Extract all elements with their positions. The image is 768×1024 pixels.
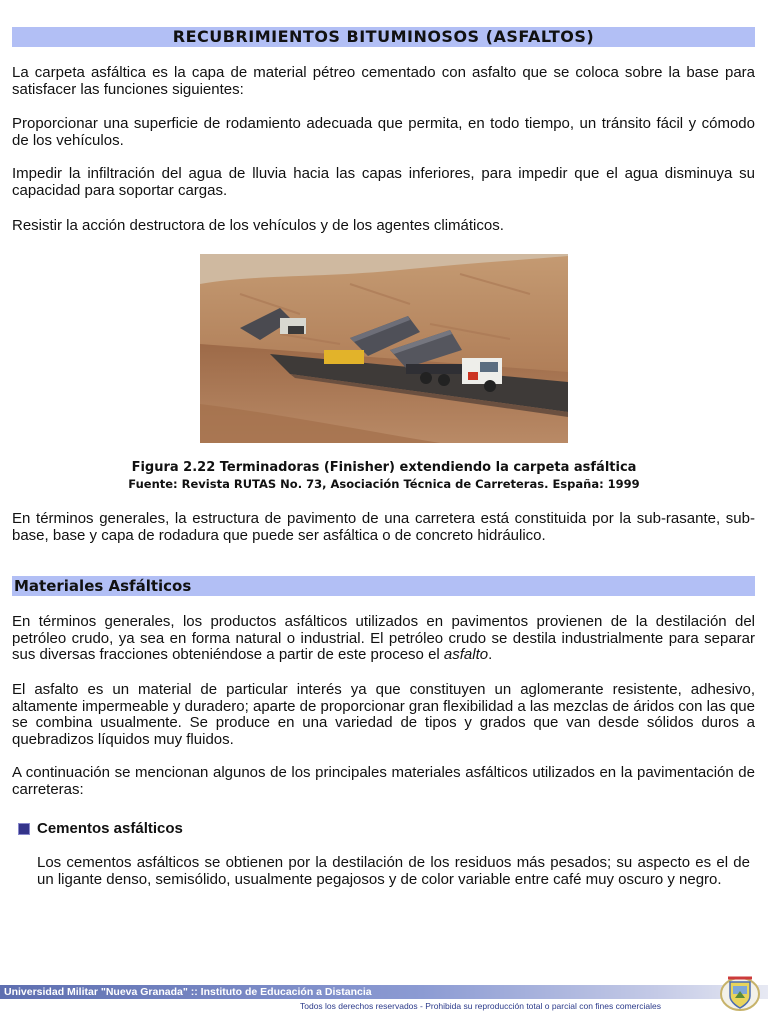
footer-institution: Universidad Militar "Nueva Granada" :: Instituto de Educación a Distancia [4,986,372,998]
pavement-structure-paragraph: En términos generales, la estructura de pavimento de una carretera está constituida por la sub-rasante, sub-base, base y capa de rodadura que puede ser asfáltica o de concreto hidráulico. [12,510,755,544]
function-paragraph-1: Proporcionar una superficie de rodamiento adecuada que permita, en todo tiempo, un tránsito fácil y cómodo de los vehículos. [12,115,755,149]
square-bullet-icon [18,823,30,835]
page-title: RECUBRIMIENTOS BITUMINOSOS (ASFALTOS) [12,27,755,47]
university-shield-logo [718,972,762,1012]
origin-paragraph-text: En términos generales, los productos asfálticos utilizados en pavimentos provienen de la destilación del petróleo crudo, ya sea en forma natural o industrial. El petróleo crudo se destila industrialmente para separar sus diversas fracciones obteniéndose a partir de este proceso el [12,613,755,663]
section-heading: Materiales Asfálticos [12,576,755,596]
figure-source: Fuente: Revista RUTAS No. 73, Asociación Técnica de Carreteras. España: 1999 [128,477,640,491]
finisher-photo [200,254,568,443]
intro-paragraph: La carpeta asfáltica es la capa de material pétreo cementado con asfalto que se coloca sobre la base para satisfacer las funciones siguientes: [12,64,755,98]
properties-paragraph: El asfalto es un material de particular interés ya que constituyen un aglomerante resistente, adhesivo, altamente impermeable y duradero; aparte de proporcionar gran flexibilidad a las mezclas de áridos con las que se combina usualmente. Se produce en una variedad de tipos y grados que van desde sólidos duros a quebradizos líquidos muy fluidos. [12,681,755,748]
materials-intro-paragraph: A continuación se mencionan algunos de los principales materiales asfálticos utilizados en la pavimentación de carreteras: [12,764,755,798]
bullet-paragraph: Los cementos asfálticos se obtienen por la destilación de los residuos más pesados; su aspecto es el de un ligante denso, semisólido, usualmente pegajosos y de color variable entre café muy oscuro y negro. [37,854,750,888]
function-paragraph-3: Resistir la acción destructora de los vehículos y de los agentes climáticos. [12,217,504,234]
footer-copyright: Todos los derechos reservados - Prohibida su reproducción total o parcial con fines comerciales [300,1001,661,1011]
origin-paragraph-end: . [488,646,493,663]
figure-caption: Figura 2.22 Terminadoras (Finisher) extendiendo la carpeta asfáltica [131,460,637,475]
asphalt-term: asfalto [443,646,489,663]
origin-paragraph [12,614,755,664]
function-paragraph-2: Impedir la infiltración del agua de lluvia hacia las capas inferiores, para impedir que el agua disminuya su capacidad para soportar cargas. [12,165,755,199]
bullet-heading: Cementos asfálticos [37,820,183,837]
